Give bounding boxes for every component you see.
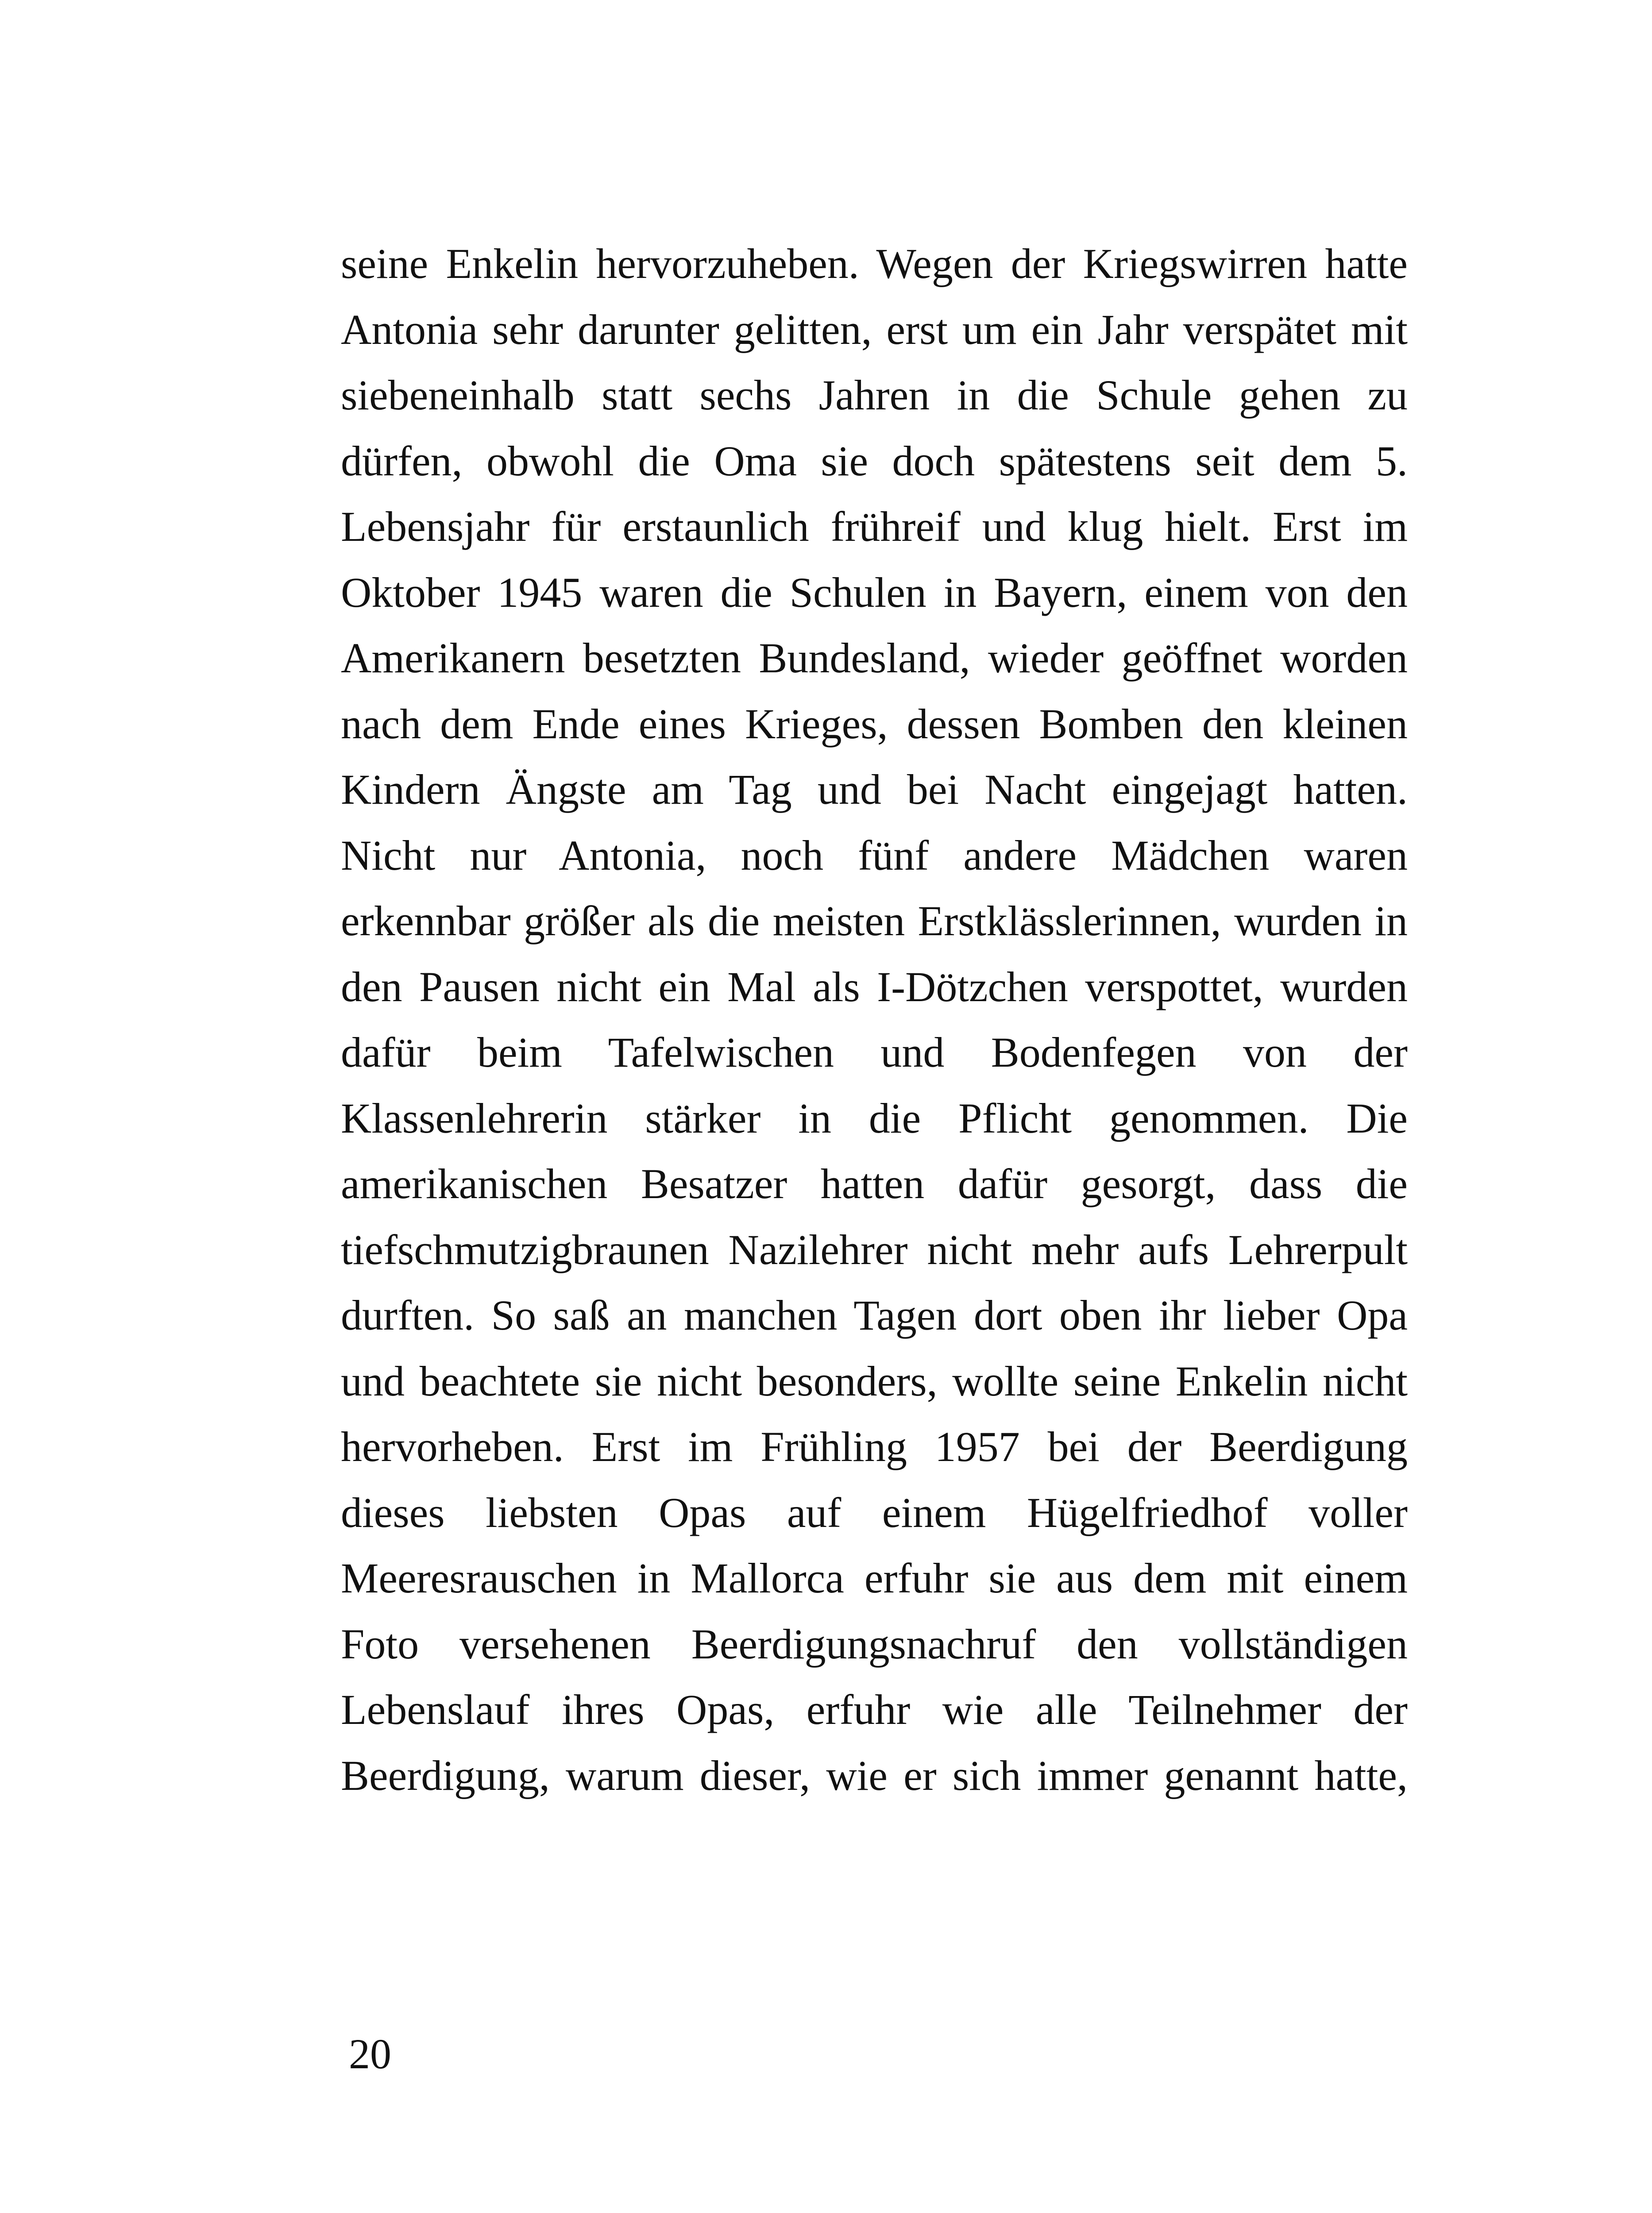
text-line: Meeresrauschen in Mallorca erfuhr sie aus dem mit einem [341, 1554, 1408, 1602]
page-number: 20 [349, 2030, 391, 2078]
text-line: dieses liebsten Opas auf einem Hügelfriedhof voller [341, 1488, 1408, 1536]
text-line: den Pausen nicht ein Mal als I-Dötzchen verspottet, wurden [341, 963, 1408, 1010]
text-line: erkennbar größer als die meisten Erstklässlerinnen, wurden in [341, 897, 1408, 945]
text-line: Nicht nur Antonia, noch fünf andere Mädchen waren [341, 831, 1408, 879]
text-line: Oktober 1945 waren die Schulen in Bayern, einem von den [341, 568, 1408, 616]
text-line: dürfen, obwohl die Oma sie doch spätestens seit dem 5. [341, 437, 1408, 485]
text-line: durften. So saß an manchen Tagen dort oben ihr lieber Opa [341, 1292, 1408, 1339]
body-text [341, 231, 1408, 1808]
text-line: seine Enkelin hervorzuheben. Wegen der Kriegswirren hatte [341, 240, 1408, 287]
text-line: Kindern Ängste am Tag und bei Nacht eingejagt hatten. [341, 766, 1408, 813]
text-line: Antonia sehr darunter gelitten, erst um ein Jahr verspätet mit [341, 305, 1408, 353]
text-line: dafür beim Tafelwischen und Bodenfegen von der [341, 1029, 1408, 1076]
text-line: Amerikanern besetzten Bundesland, wieder geöffnet worden [341, 634, 1408, 682]
text-line: nach dem Ende eines Krieges, dessen Bomben den kleinen [341, 700, 1408, 748]
text-line: amerikanischen Besatzer hatten dafür gesorgt, dass die [341, 1160, 1408, 1207]
text-line: siebeneinhalb statt sechs Jahren in die Schule gehen zu [341, 371, 1408, 419]
text-line: Beerdigung, warum dieser, wie er sich immer genannt hatte, [341, 1751, 1408, 1799]
text-line: und beachtete sie nicht besonders, wollte seine Enkelin nicht [341, 1357, 1408, 1405]
text-line: hervorheben. Erst im Frühling 1957 bei der Beerdigung [341, 1423, 1408, 1470]
text-line: tiefschmutzigbraunen Nazilehrer nicht mehr aufs Lehrerpult [341, 1226, 1408, 1273]
text-line: Lebensjahr für erstaunlich frühreif und klug hielt. Erst im [341, 503, 1408, 550]
text-line: Klassenlehrerin stärker in die Pflicht genommen. Die [341, 1094, 1408, 1142]
text-line: Lebenslauf ihres Opas, erfuhr wie alle Teilnehmer der [341, 1686, 1408, 1733]
text-line: Foto versehenen Beerdigungsnachruf den vollständigen [341, 1620, 1408, 1668]
